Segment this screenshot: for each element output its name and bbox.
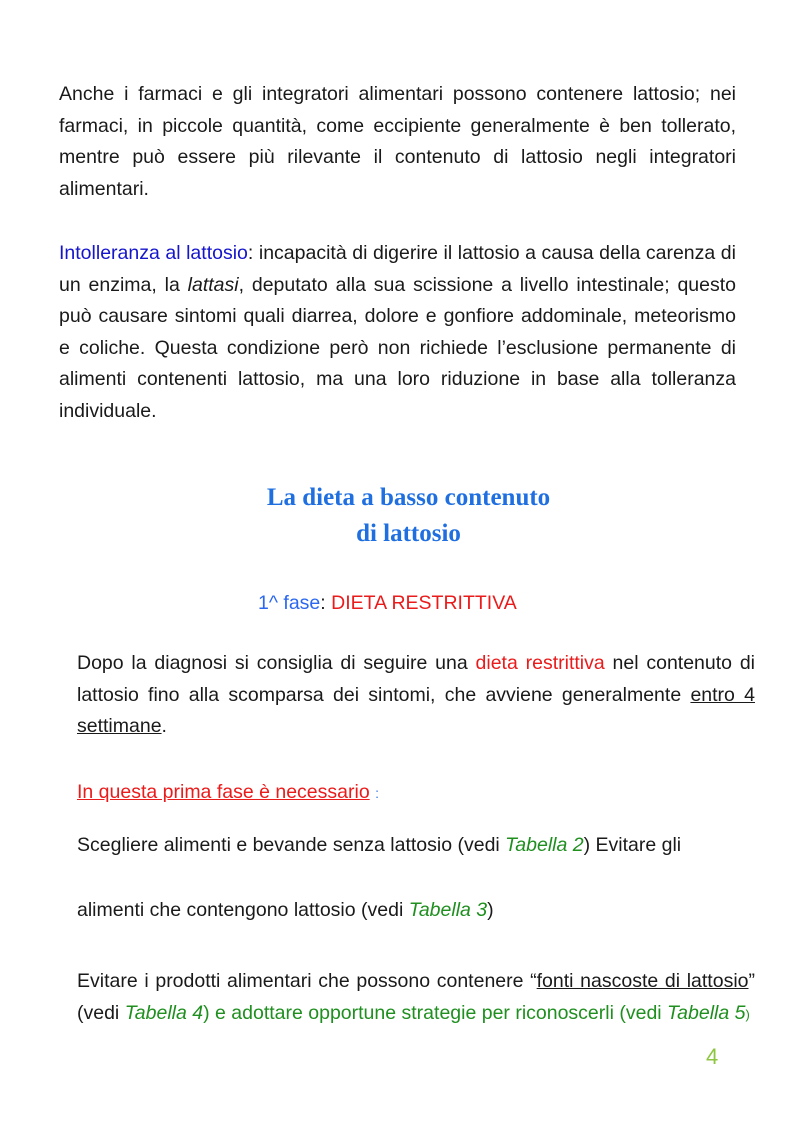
highlight-dieta-restrittiva: dieta restrittiva	[475, 652, 605, 674]
page-number: 4	[706, 1044, 719, 1069]
phase-label: 1^ fase	[258, 592, 321, 614]
term-lattasi: lattasi	[187, 273, 239, 296]
line-scegliere-alimenti: Scegliere alimenti e bevande senza lattosio (vedi Tabella 2) Evitare gli	[77, 834, 682, 856]
paragraph-farmaci: Anche i farmaci e gli integratori alimentari possono contenere lattosio; nei farmaci, in piccole quantità, come eccipiente generalmente è ben tollerato, mentre può essere più rilevante il contenuto di lattosio negli integratori alimentari.	[59, 83, 736, 200]
line-evitare-alimenti: alimenti che contengono lattosio (vedi Tabella 3)	[77, 899, 494, 921]
underline-fonti-nascoste: fonti nascoste di lattosio	[536, 970, 749, 992]
table-ref-4: Tabella 4	[124, 1001, 204, 1024]
table-ref-5: Tabella 5	[667, 1001, 746, 1024]
section-title-line2: di lattosio	[356, 520, 461, 547]
underline-entro-4-settimane: entro 4 settimane	[77, 683, 755, 738]
phase-heading: 1^ fase: DIETA RESTRITTIVA	[258, 592, 517, 614]
paragraph-fonti-nascoste: Evitare i prodotti alimentari che possono contenere “fonti nascoste di lattosio” (vedi Tabella 4) e adottare opportune strategie per riconoscerli (vedi Tabella 5)	[77, 970, 755, 1024]
subheading-prima-fase: In questa prima fase è necessario :	[77, 781, 379, 803]
paragraph-diagnosi: Dopo la diagnosi si consiglia di seguire una dieta restrittiva nel contenuto di lattosio fino alla scomparsa dei sintomi, che avviene generalmente entro 4 settimane.	[77, 652, 755, 738]
table-ref-2: Tabella 2	[505, 834, 584, 856]
paragraph-intolleranza: Intolleranza al lattosio: incapacità di digerire il lattosio a causa della carenza di un enzima, la lattasi, deputato alla sua scissione a livello intestinale; questo può causare sintomi quali diarrea, dolore e gonfiore addominale, meteorismo e coliche. Questa condizione però non richiede l’esclusione permanente di alimenti contenenti lattosio, ma una loro riduzione in base alla tolleranza individuale.	[59, 242, 736, 422]
table-ref-3: Tabella 3	[408, 899, 488, 921]
phase-value: DIETA RESTRITTIVA	[331, 592, 517, 614]
term-intolleranza: Intolleranza al lattosio	[59, 242, 248, 264]
section-title-line1: La dieta a basso contenuto	[266, 484, 551, 511]
